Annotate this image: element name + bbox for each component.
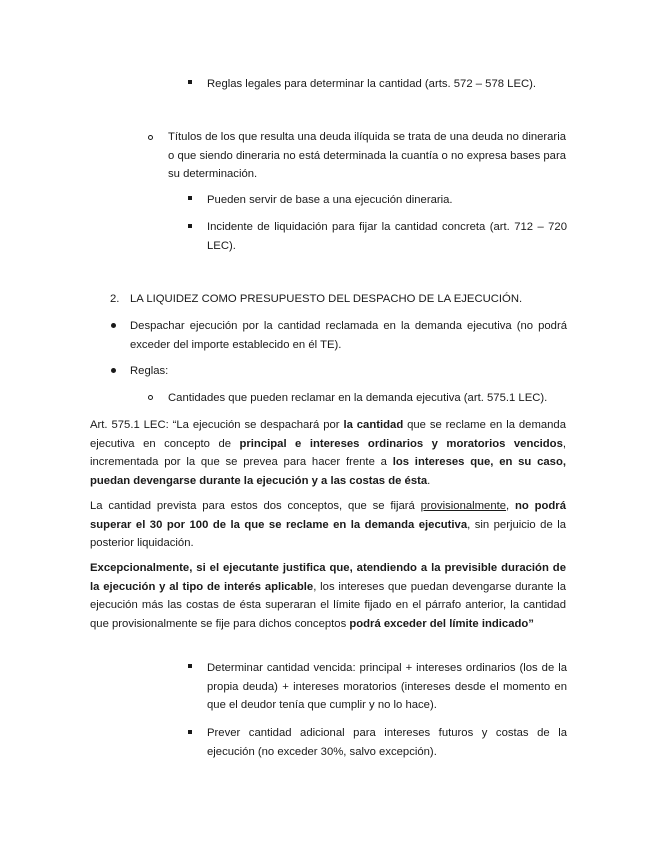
square-bullet-icon [188, 196, 192, 200]
list-item-determinar-cantidad: Determinar cantidad vencida: principal + intereses ordinarios (los de la propia deuda) + intereses moratorios (intereses desde el momento en que el deudor tenía que cumplir y no lo hace). [207, 662, 567, 711]
heading-number: 2. [110, 293, 120, 305]
circle-bullet-icon [148, 395, 153, 400]
square-bullet-icon [188, 664, 192, 668]
square-bullet-icon [188, 224, 192, 228]
section-heading: LA LIQUIDEZ COMO PRESUPUESTO DEL DESPACHO DE LA EJECUCIÓN. [130, 293, 523, 305]
list-item-despachar: Despachar ejecución por la cantidad reclamada en la demanda ejecutiva (no podrá exceder del importe establecido en él TE). [130, 320, 567, 351]
square-bullet-icon [188, 730, 192, 734]
round-bullet-icon [111, 368, 116, 373]
list-item-titulos: Títulos de los que resulta una deuda ilíquida se trata de una deuda no dineraria o que siendo dineraria no está determinada la cuantía o no expresa bases para su determinación. [168, 131, 566, 180]
round-bullet-icon [111, 323, 116, 328]
list-item-reglas: Reglas: [130, 365, 169, 377]
paragraph-excepcionalmente: Excepcionalmente, si el ejecutante justifica que, atendiendo a la previsible duración de la ejecución y al tipo de interés aplicable, los intereses que puedan devengarse durante la ejecución más las costas de ésta superaran el límite fijado en el párrafo anterior, la cantidad que provisionalmente se fije para dichos conceptos podrá exceder del límite indicado” [90, 562, 566, 630]
list-item-reglas-legales: Reglas legales para determinar la cantidad (arts. 572 – 578 LEC). [207, 78, 537, 90]
paragraph-art-575: Art. 575.1 LEC: “La ejecución se despachará por la cantidad que se reclame en la demanda ejecutiva en concepto de principal e intereses ordinarios y moratorios vencidos, incrementada por la que se prevea para hacer frente a los intereses que, en su caso, puedan devengarse durante la ejecución y a las costas de ésta. [90, 419, 566, 487]
list-item-cantidades: Cantidades que pueden reclamar en la demanda ejecutiva (art. 575.1 LEC). [168, 392, 548, 404]
circle-bullet-icon [148, 135, 153, 140]
list-item-base-ejecucion: Pueden servir de base a una ejecución dineraria. [207, 194, 453, 206]
list-item-incidente-liquidacion: Incidente de liquidación para fijar la cantidad concreta (art. 712 – 720 LEC). [207, 221, 567, 252]
paragraph-cantidad-prevista: La cantidad prevista para estos dos conceptos, que se fijará provisionalmente, no podrá superar el 30 por 100 de la que se reclame en la demanda ejecutiva, sin perjuicio de la posterior liquidación. [90, 500, 566, 549]
list-item-prever-cantidad: Prever cantidad adicional para intereses futuros y costas de la ejecución (no exceder 30%, salvo excepción). [207, 727, 567, 758]
square-bullet-icon [188, 80, 192, 84]
